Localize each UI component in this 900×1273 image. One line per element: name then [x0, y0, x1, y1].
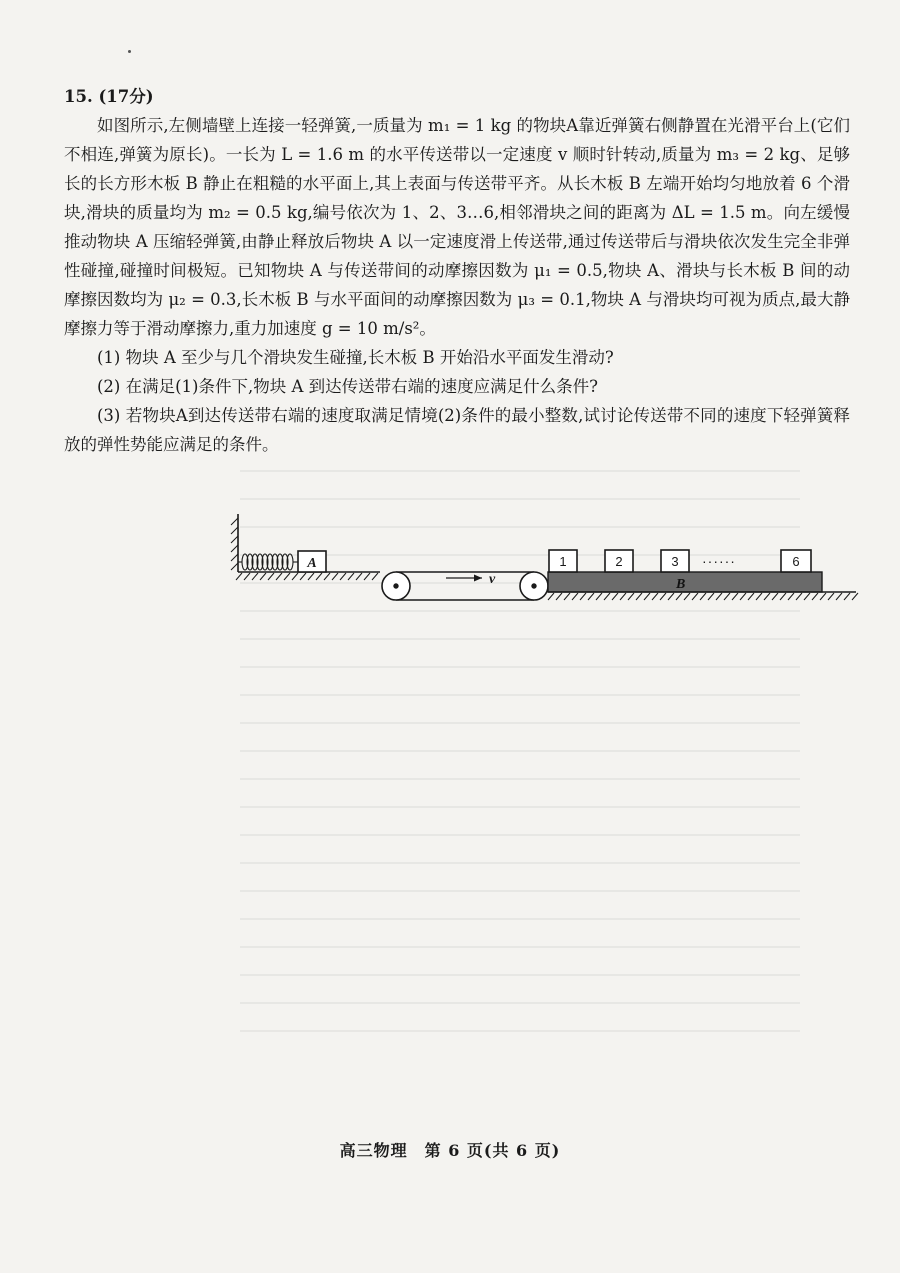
- problem-statement: 如图所示,左侧墙壁上连接一轻弹簧,一质量为 m₁ = 1 kg 的物块A靠近弹簧右侧静置在光滑平台上(它们不相连,弹簧为原长)。一长为 L = 1.6 m 的水平传送带以一定速度 v 顺时针转动,质量为 m₃ = 2 kg、足够长的长方形木板 B 静止在粗糙的水平面上,其上表面与传送带平齐。从长木板 B 左端开始均匀地放着 6 个滑块,滑块的质量均为 m₂ = 0.5 kg,编号依次为 1、2、3…6,相邻滑块之间的距离为 ΔL = 1.5 m。向左缓慢推动物块 A 压缩轻弹簧,由静止释放后物块 A 以一定速度滑上传送带,通过传送带后与滑块依次发生完全非弹性碰撞,碰撞时间极短。已知物块 A 与传送带间的动摩擦因数为 μ₁ = 0.5,物块 A、滑块与长木板 B 间的动摩擦因数均为 μ₂ = 0.3,长木板 B 与水平面间的动摩擦因数为 μ₃ = 0.1,物块 A 与滑块均可视为质点,最大静摩擦力等于滑动摩擦力,重力加速度 g = 10 m/s²。: [64, 116, 850, 338]
- question-2: (2) 在满足(1)条件下,物块 A 到达传送带右端的速度应满足什么条件?: [97, 377, 598, 396]
- slider-6: [781, 550, 811, 572]
- spring: [238, 554, 298, 570]
- problem-15: [64, 82, 850, 459]
- slider-3-label: 3: [671, 554, 679, 569]
- slider-2-label: 2: [615, 554, 623, 569]
- wall: [231, 514, 238, 572]
- board-b: [548, 572, 822, 592]
- board-b-label: B: [676, 577, 686, 592]
- scan-speck: [128, 50, 131, 53]
- conveyor-belt: [382, 572, 548, 600]
- slider-6-label: 6: [792, 554, 800, 569]
- slider-1: [549, 550, 577, 572]
- block-a-label: A: [307, 556, 317, 571]
- slider-3: [661, 550, 689, 572]
- question-3: (3) 若物块A到达传送带右端的速度取满足情境(2)条件的最小整数,试讨论传送带不同的速度下轻弹簧释放的弹性势能应满足的条件。: [64, 406, 850, 454]
- question-1: (1) 物块 A 至少与几个滑块发生碰撞,长木板 B 开始沿水平面发生滑动?: [97, 348, 614, 367]
- slider-2: [605, 550, 633, 572]
- page-footer: 高三物理 第 6 页(共 6 页): [339, 1141, 561, 1160]
- problem-header: 15. (17分): [64, 87, 154, 106]
- velocity-label: v: [489, 572, 496, 587]
- slider-1-label: 1: [559, 554, 567, 569]
- ground: [548, 592, 858, 600]
- velocity-arrow: [474, 575, 482, 582]
- setup-diagram: [228, 500, 868, 620]
- block-a: [298, 551, 326, 572]
- slider-ellipsis: ······: [702, 553, 736, 569]
- platform: [236, 572, 380, 580]
